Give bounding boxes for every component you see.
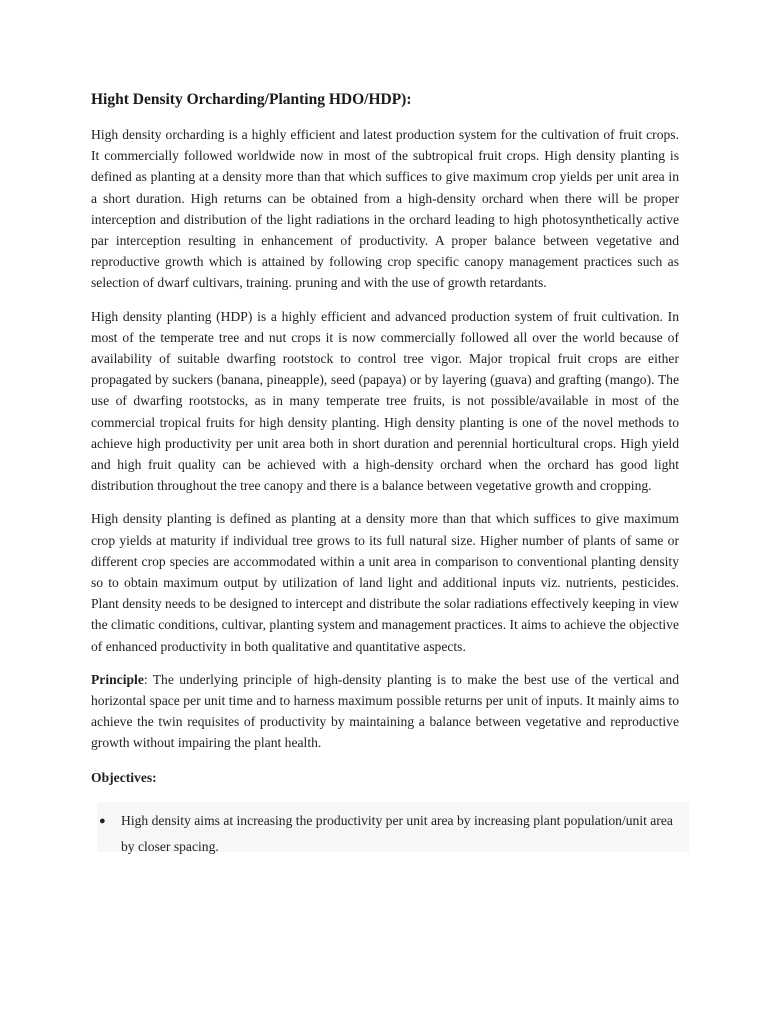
paragraph-hdp-definition: High density planting is defined as planting at a density more than that which suffices to give maximum crop yields at maturity if individual tree grows to its full natural size. Higher number of plants of same or different crop species are accommodated within a unit area in comparison to conventional planting density so to obtain maximum output by utilization of land light and additional inputs viz. nutrients, pesticides. Plant density needs to be designed to intercept and distribute the solar radiations effectively keeping in view the climatic conditions, cultivar, planting system and management practices. It aims to achieve the objective of enhanced productivity in both qualitative and quantitative aspects. <box>91 511 679 654</box>
principle-text: : The underlying principle of high-density planting is to make the best use of the vertical and horizontal space per unit time and to harness maximum possible returns per unit of inputs. It mainly aims to achieve the twin requisites of productivity by maintaining a balance between vegetative and reproductive growth without impairing the plant health. <box>91 671 679 751</box>
principle-label: Principle <box>91 671 144 687</box>
bullet-icon: ● <box>99 814 106 827</box>
document-page <box>91 90 679 852</box>
list-item: High density aims at increasing the productivity per unit area by increasing plant population/unit area by closer spacing. <box>121 812 673 854</box>
document-title: Hight Density Orcharding/Planting HDO/HDP): <box>91 91 412 108</box>
objectives-list <box>97 802 689 852</box>
paragraph-hdp-system: High density planting (HDP) is a highly efficient and advanced production system of fruit cultivation. In most of the temperate tree and nut crops it is now commercially followed all over the world because of availability of suitable dwarfing rootstock to control tree vigor. Major tropical fruit crops are either propagated by suckers (banana, pineapple), seed (papaya) or by layering (guava) and grafting (mango). The use of dwarfing rootstocks, as in many temperate tree fruits, is not possible/available in most of the commercial tropical fruits for high density planting. High density planting is one of the novel methods to achieve high productivity per unit area both in short duration and perennial horticultural crops. High yield and high fruit quality can be achieved with a high-density orchard when the orchard has good light distribution throughout the tree canopy and there is a balance between vegetative growth and cropping. <box>91 308 679 494</box>
paragraph-principle <box>91 669 679 754</box>
objectives-heading: Objectives: <box>91 769 157 785</box>
paragraph-hdo-intro: High density orcharding is a highly efficient and latest production system for the cultivation of fruit crops. It commercially followed worldwide now in most of the subtropical fruit crops. High density planting is defined as planting at a density more than that which suffices to give maximum crop yields per unit area in a short duration. High returns can be obtained from a high-density orchard when there will be proper interception and distribution of the light radiations in the orchard leading to high photosynthetically active par interception resulting in enhancement of productivity. A proper balance between vegetative and reproductive growth which is attained by following crop specific canopy management practices such as selection of dwarf cultivars, training. pruning and with the use of growth retardants. <box>91 127 679 291</box>
